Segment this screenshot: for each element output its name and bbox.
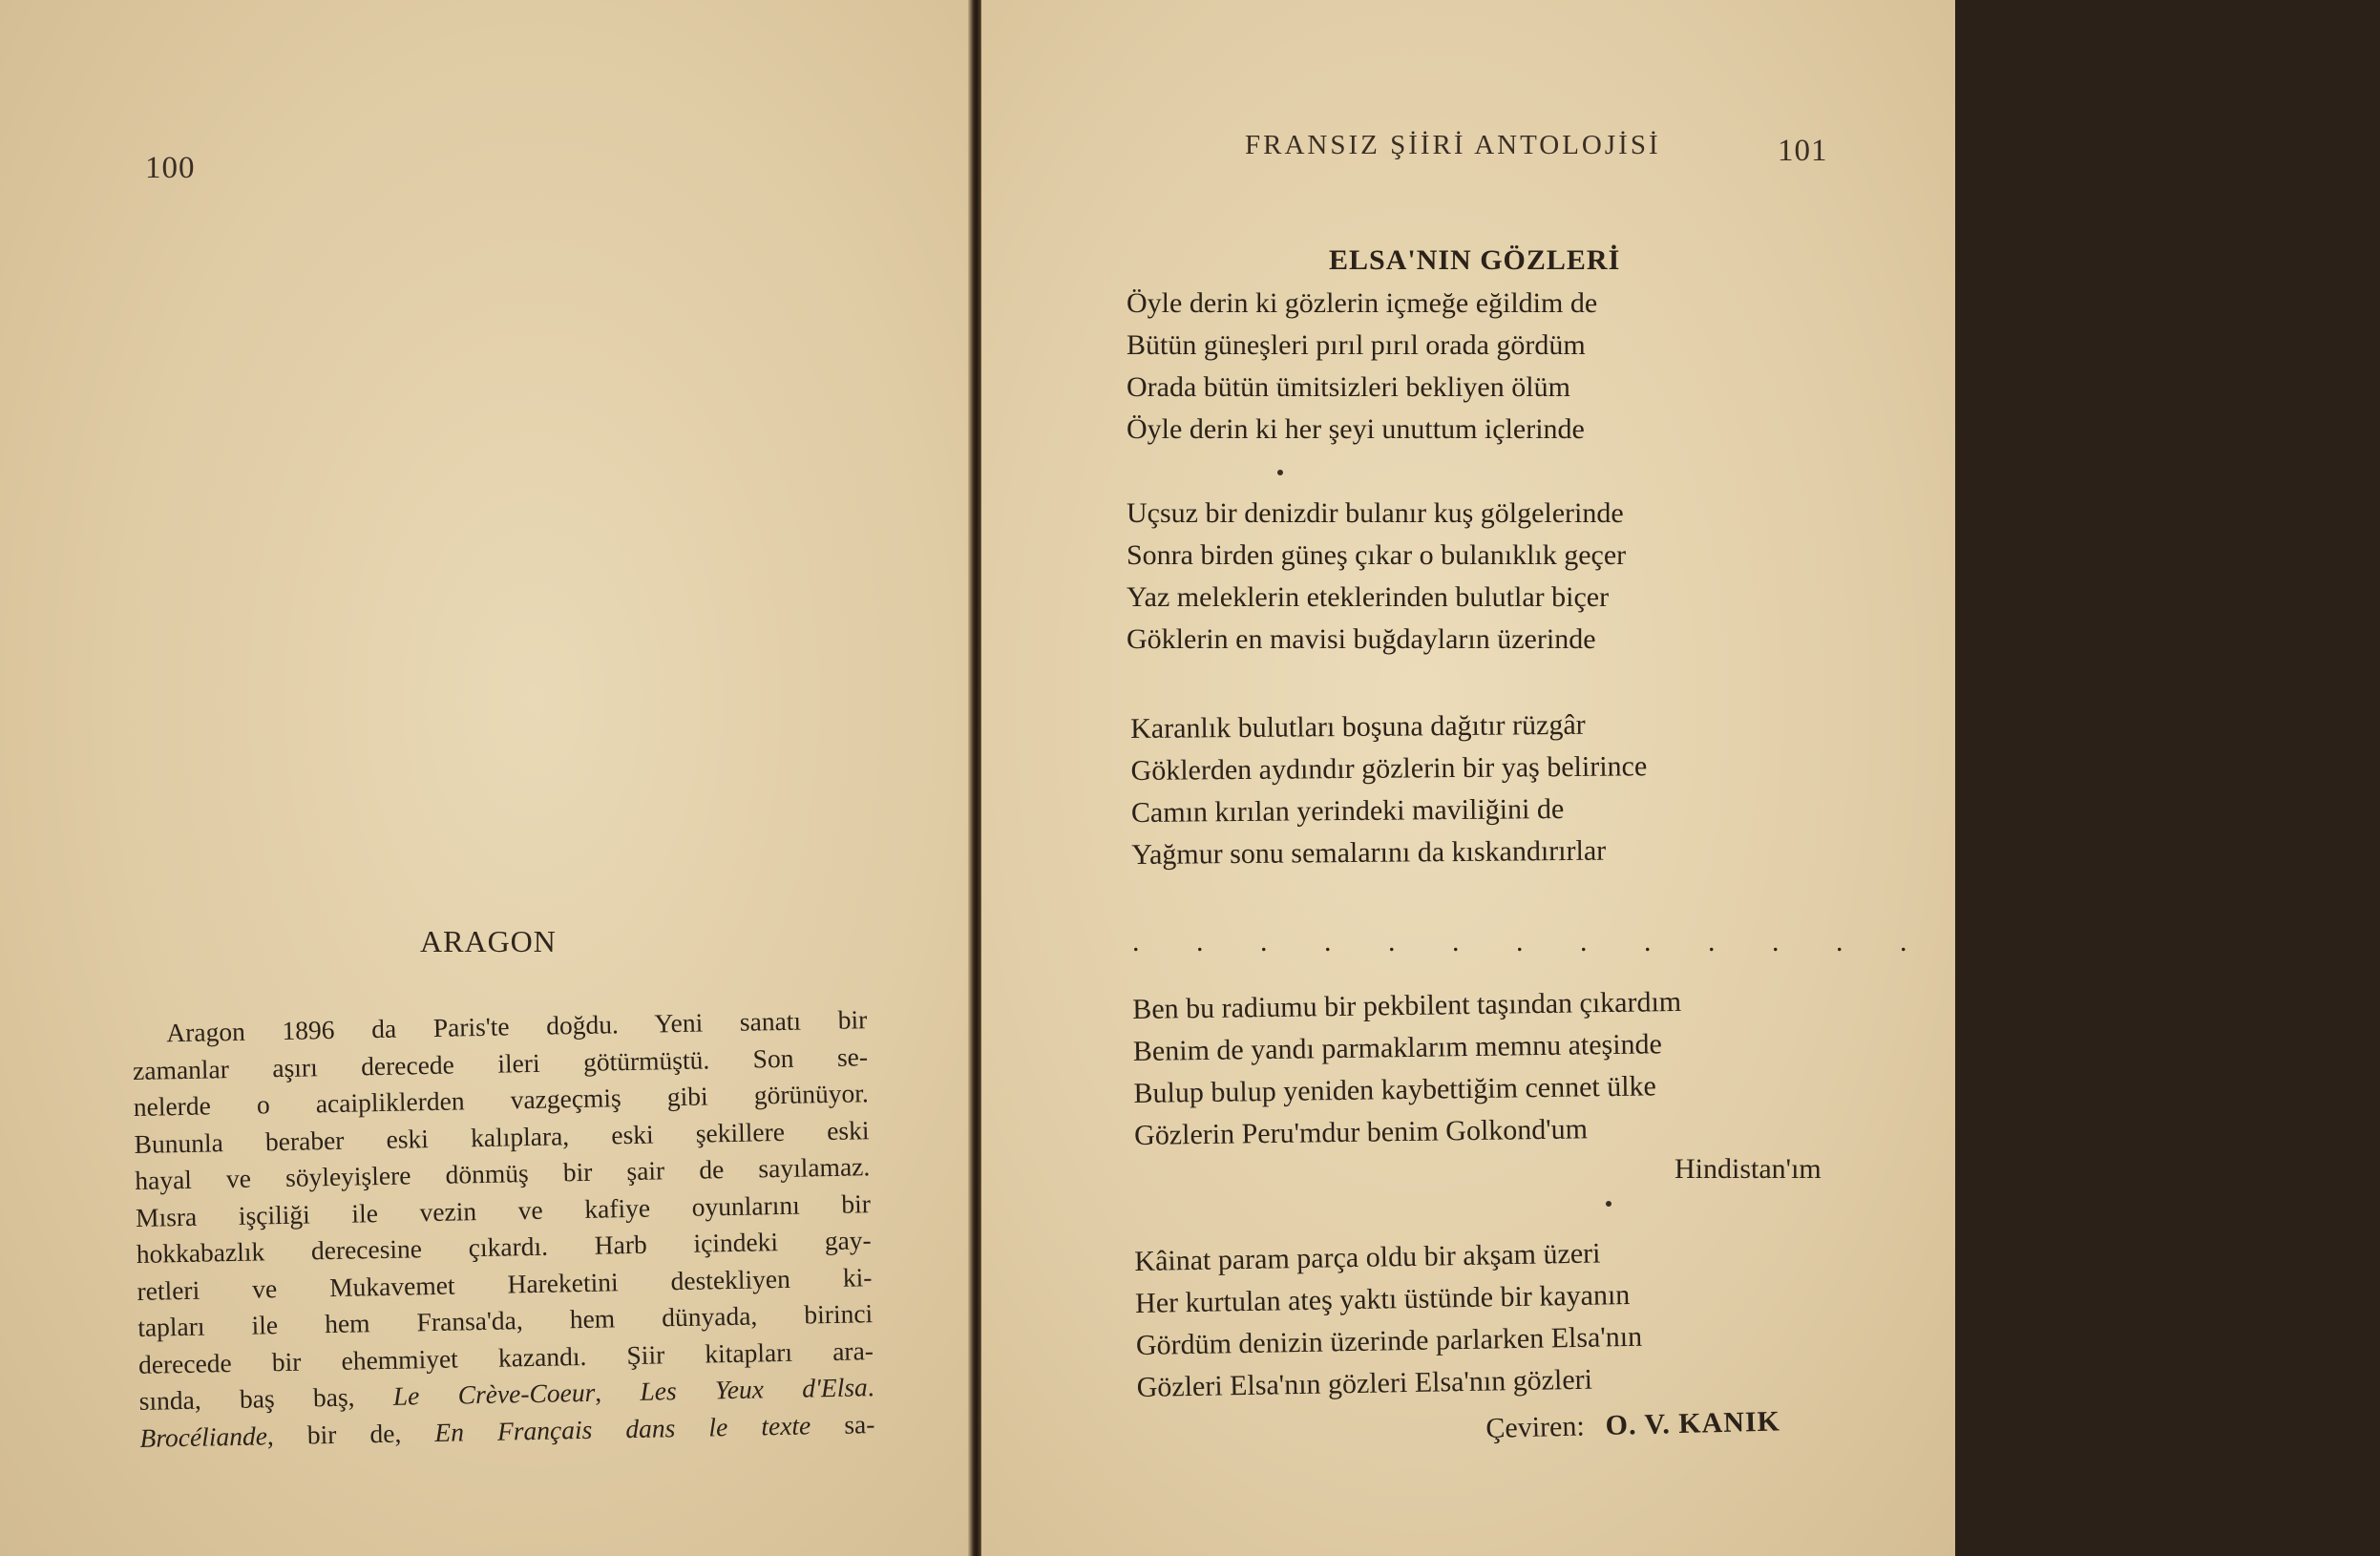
poem-line: Gözleri Elsa'nın gözleri Elsa'nın gözleri (1136, 1363, 1593, 1403)
poem-line-continuation: Hindistan'ım (1674, 1153, 1822, 1185)
stanza-5 (1134, 1232, 1643, 1409)
bio-text: sa- (810, 1408, 875, 1440)
stanza-2 (1127, 493, 1626, 661)
poem-line: Benim de yandı parmaklarım memnu ateşinde (1132, 1028, 1663, 1067)
book-title: En Français dans le texte (434, 1409, 811, 1447)
book-title: Le Crève-Coeur (392, 1377, 596, 1411)
bio-line: nelerde o acaipliklerden vazgeçmiş gibi görünüyor. (133, 1078, 869, 1122)
author-heading: ARAGON (420, 924, 557, 958)
stanza-1 (1127, 283, 1597, 451)
poem-line: Kâinat param parça oldu bir akşam üzeri (1134, 1237, 1601, 1277)
poem-line: Sonra birden güneş çıkar o bulanıklık geçer (1127, 539, 1627, 571)
bio-line: Aragon 1896 da Paris'te doğdu. Yeni sanatı bir (166, 1004, 868, 1048)
poem-line: Yaz meleklerin eteklerinden bulutlar biçer (1127, 581, 1610, 613)
bio-text: sında, baş baş, (138, 1380, 394, 1416)
translator-name: O. V. KANIK (1605, 1405, 1781, 1441)
bio-line: Mısra işçiliği ile vezin ve kafiye oyunlarını bir (135, 1188, 872, 1232)
page-number-right: 101 (1778, 134, 1828, 168)
bio-text: , bir de, (266, 1417, 435, 1450)
poem-line: Karanlık bulutları boşuna dağıtır rüzgâr (1130, 708, 1586, 745)
stanza-3 (1130, 704, 1648, 876)
bio-line: zamanlar aşırı derecede ileri götürmüştü. Son se- (132, 1041, 869, 1085)
bio-line: tapları ile hem Fransa'da, hem dünyada, birinci (137, 1298, 874, 1342)
bio-line: retleri ve Mukavemet Hareketini destekliyen ki- (137, 1261, 873, 1306)
stanza-separator-dot (1606, 1201, 1611, 1207)
poem-line: Gördüm denizin üzerinde parlarken Elsa'nın (1135, 1320, 1643, 1361)
poem-line: Gözlerin Peru'mdur benim Golkond'um (1133, 1113, 1589, 1151)
credit-label: Çeviren: (1485, 1410, 1586, 1444)
poem-title: ELSA'NIN GÖZLERİ (1329, 244, 1621, 276)
poem-line: Camın kırılan yerindeki maviliğini de (1130, 793, 1565, 829)
running-head: FRANSIZ ŞİİRİ ANTOLOJİSİ (1245, 130, 1661, 160)
left-page (0, 0, 970, 1556)
stanza-separator-dot (1277, 470, 1283, 475)
bio-line: derecede bir ehemmiyet kazandı. Şiir kitapları ara- (137, 1335, 874, 1379)
book-title: Les Yeux d'Elsa (640, 1372, 869, 1406)
bio-line: Bununla beraber eski kalıplara, eski şekillere eski (134, 1114, 870, 1159)
poem-line: Öyle derin ki her şeyi unuttum içlerinde (1127, 413, 1585, 445)
author-biography (132, 1001, 875, 1457)
poem-line: Göklerin en mavisi buğdayların üzerinde (1127, 623, 1596, 655)
poem-line: Ben bu radiumu bir pekbilent taşından çıkardım (1132, 985, 1682, 1025)
poem-line: Bulup bulup yeniden kaybettiğim cennet ülke (1133, 1070, 1657, 1109)
stanza-4 (1132, 981, 1683, 1157)
page-number-left: 100 (145, 151, 196, 185)
poem-line: Orada bütün ümitsizleri bekliyen ölüm (1127, 371, 1570, 403)
bio-text: , (594, 1376, 641, 1407)
poem-line: Her kurtulan ateş yaktı üstünde bir kayanın (1134, 1278, 1631, 1319)
poem-line: Uçsuz bir denizdir bulanır kuş gölgelerinde (1127, 497, 1624, 529)
poem-line: Öyle derin ki gözlerin içmeğe eğildim de (1127, 287, 1598, 319)
ellipsis-row: . . . . . . . . . . . . . . . . . . . . (1132, 926, 2380, 957)
bio-line: hokkabazlık derecesine çıkardı. Harb içindeki gay- (136, 1225, 872, 1269)
poem-line: Göklerden aydındır gözlerin bir yaş belirince (1130, 750, 1648, 787)
poem-line: Yağmur sonu semalarını da kıskandırırlar (1131, 834, 1607, 871)
bio-text: . (867, 1372, 874, 1402)
book-title: Brocéliande (139, 1419, 268, 1453)
poem-line: Bütün güneşleri pırıl pırıl orada gördüm (1127, 329, 1586, 361)
bio-line: hayal ve söyleyişlere dönmüş bir şair de sayılamaz. (135, 1151, 871, 1195)
